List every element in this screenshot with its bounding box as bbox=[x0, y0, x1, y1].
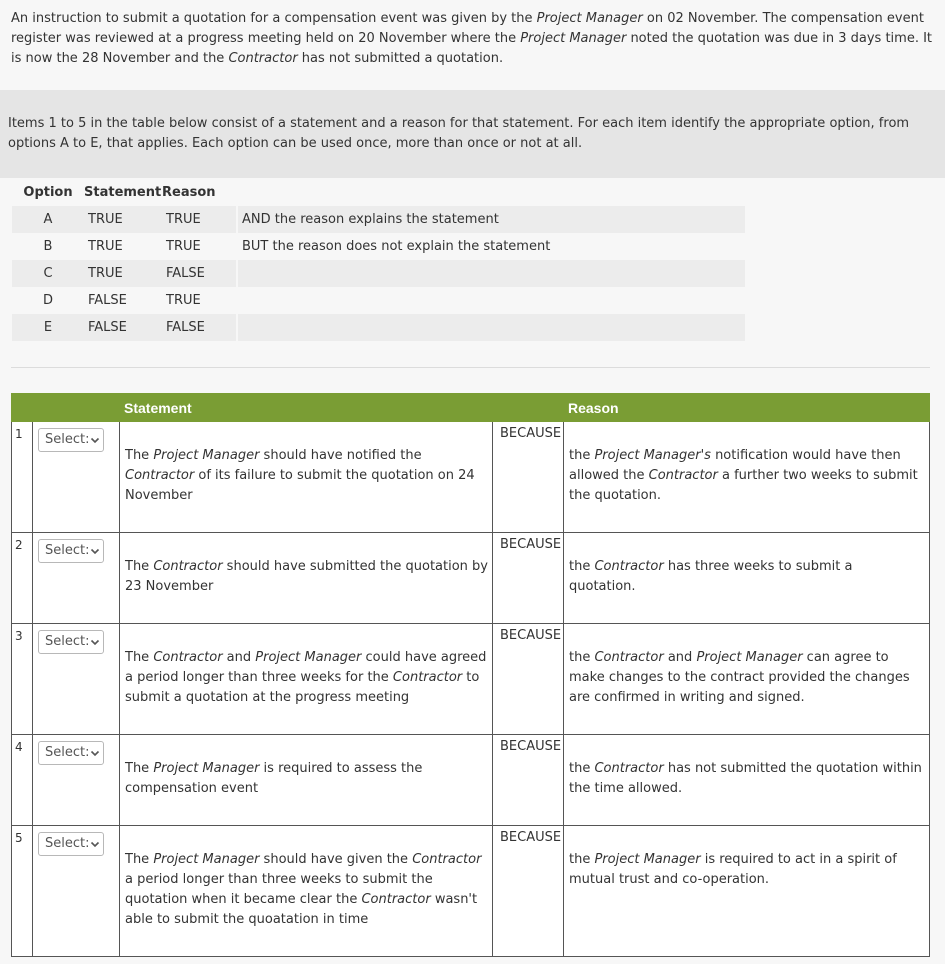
option-reason: TRUE bbox=[162, 233, 237, 260]
reason-cell bbox=[564, 735, 930, 826]
scenario-role: Contractor bbox=[228, 51, 298, 66]
option-statement: TRUE bbox=[84, 260, 162, 287]
option-note bbox=[237, 287, 745, 314]
statement-cell bbox=[120, 735, 493, 826]
scenario-text-part: noted the quotation was due in 3 days time. It is now the 28 November and the bbox=[11, 31, 933, 66]
reason-text: the bbox=[569, 761, 595, 776]
statement-role: Project Manager bbox=[153, 448, 260, 463]
reason-text: has three weeks to submit a quotation. bbox=[569, 559, 853, 594]
select-label: Select: bbox=[45, 745, 90, 760]
option-row-b bbox=[12, 233, 745, 260]
item-number: 5 bbox=[12, 826, 33, 957]
because-label: BECAUSE bbox=[493, 735, 564, 826]
statement-role: Project Manager bbox=[153, 761, 260, 776]
instructions-text: Items 1 to 5 in the table below consist of a statement and a reason for that statement. For each item identify the appropriate option, from options A to E, that applies. Each option can be used once, more than once or not at all. bbox=[8, 116, 910, 151]
option-note: AND the reason explains the statement bbox=[237, 206, 745, 233]
statement-text: a period longer than three weeks to submit the quotation when it became clear the bbox=[125, 872, 433, 907]
statement-text: should have given the bbox=[259, 852, 413, 867]
because-label: BECAUSE bbox=[493, 624, 564, 735]
reason-role: Project Manager bbox=[594, 852, 701, 867]
chevron-down-icon bbox=[90, 546, 100, 556]
statement-role: Contractor bbox=[125, 468, 195, 483]
option-statement: FALSE bbox=[88, 292, 127, 308]
option-statement: TRUE bbox=[84, 206, 162, 233]
header-reason: Reason bbox=[564, 394, 930, 422]
answer-select-4[interactable] bbox=[38, 741, 104, 765]
select-cell bbox=[33, 533, 120, 624]
answer-select-2[interactable] bbox=[38, 539, 104, 563]
options-header-note bbox=[237, 180, 745, 206]
reason-cell bbox=[564, 624, 930, 735]
option-reason: TRUE bbox=[162, 206, 237, 233]
question-row-1 bbox=[12, 422, 930, 533]
answer-select-3[interactable] bbox=[38, 630, 104, 654]
option-letter: D bbox=[42, 292, 53, 308]
statement-text: is required to assess the compensation event bbox=[125, 761, 423, 796]
item-number: 3 bbox=[12, 624, 33, 735]
because-label: BECAUSE bbox=[493, 533, 564, 624]
item-number: 2 bbox=[12, 533, 33, 624]
option-reason: FALSE bbox=[162, 314, 237, 341]
select-label: Select: bbox=[45, 634, 90, 649]
statement-text: to submit a quotation at the progress meeting bbox=[125, 670, 480, 705]
statement-role: Contractor bbox=[361, 892, 431, 907]
question-row-3 bbox=[12, 624, 930, 735]
chevron-down-icon bbox=[90, 839, 100, 849]
scenario-text-part: has not submitted a quotation. bbox=[297, 51, 504, 66]
answer-select-5[interactable] bbox=[38, 832, 104, 856]
option-statement: TRUE bbox=[88, 238, 123, 254]
header-spacer bbox=[493, 394, 564, 422]
options-header-statement: Statement bbox=[84, 185, 162, 200]
reason-text: a further two weeks to submit the quotation. bbox=[569, 468, 918, 503]
statement-role: Contractor bbox=[412, 852, 482, 867]
options-header-option: Option bbox=[23, 185, 73, 200]
select-cell bbox=[33, 735, 120, 826]
question-row-2 bbox=[12, 533, 930, 624]
because-label: BECAUSE bbox=[493, 422, 564, 533]
statement-cell bbox=[120, 533, 493, 624]
statement-text: The bbox=[125, 448, 154, 463]
question-table bbox=[11, 393, 930, 957]
option-reason: FALSE bbox=[162, 260, 237, 287]
options-header-reason: Reason bbox=[162, 185, 216, 200]
item-number: 1 bbox=[12, 422, 33, 533]
statement-text: The bbox=[125, 852, 154, 867]
reason-text: the bbox=[569, 852, 595, 867]
option-row-c bbox=[12, 260, 745, 287]
statement-text: of its failure to submit the quotation on 24 November bbox=[125, 468, 475, 503]
scenario-text-part: on 02 November. The compensation event register was reviewed at a progress meeting held on 20 November where the bbox=[11, 11, 924, 46]
reason-cell bbox=[564, 533, 930, 624]
options-table bbox=[12, 180, 745, 341]
chevron-down-icon bbox=[90, 637, 100, 647]
option-statement: FALSE bbox=[84, 314, 162, 341]
statement-role: Contractor bbox=[392, 670, 463, 685]
reason-cell bbox=[564, 422, 930, 533]
reason-role: Contractor bbox=[594, 650, 664, 665]
statement-text: should have notified the bbox=[259, 448, 422, 463]
statement-role: Project Manager bbox=[255, 650, 362, 665]
statement-cell bbox=[120, 422, 493, 533]
statement-text: wasn't able to submit the quoatation in time bbox=[125, 892, 478, 927]
option-row-d bbox=[12, 287, 745, 314]
reason-text: and bbox=[663, 650, 697, 665]
scenario-role: Project Manager bbox=[536, 11, 643, 26]
option-letter: B bbox=[43, 238, 53, 254]
reason-role: Project Manager bbox=[696, 650, 803, 665]
select-label: Select: bbox=[45, 836, 90, 851]
instructions-panel bbox=[0, 90, 945, 178]
question-row-4 bbox=[12, 735, 930, 826]
select-label: Select: bbox=[45, 432, 90, 447]
reason-text: has not submitted the quotation within the time allowed. bbox=[569, 761, 922, 796]
reason-text: notification would have then allowed the bbox=[569, 448, 901, 483]
select-label: Select: bbox=[45, 543, 90, 558]
statement-cell bbox=[120, 624, 493, 735]
header-statement: Statement bbox=[120, 394, 493, 422]
option-note: BUT the reason does not explain the statement bbox=[242, 238, 551, 254]
option-row-e bbox=[12, 314, 745, 341]
select-cell bbox=[33, 624, 120, 735]
reason-cell bbox=[564, 826, 930, 957]
reason-role: Contractor bbox=[594, 559, 664, 574]
because-label: BECAUSE bbox=[493, 826, 564, 957]
statement-cell bbox=[120, 826, 493, 957]
divider bbox=[11, 367, 930, 368]
statement-text: should have submitted the quotation by 23 November bbox=[125, 559, 488, 594]
option-note bbox=[237, 314, 745, 341]
scenario-text-part: An instruction to submit a quotation for a compensation event was given by the bbox=[11, 11, 537, 26]
scenario-text bbox=[0, 0, 945, 81]
option-row-a bbox=[12, 206, 745, 233]
chevron-down-icon bbox=[90, 435, 100, 445]
statement-text: The bbox=[125, 761, 154, 776]
reason-text: is required to act in a spirit of mutual trust and co-operation. bbox=[569, 852, 897, 887]
option-letter: A bbox=[12, 206, 84, 233]
statement-text: could have agreed a period longer than three weeks for the bbox=[125, 650, 487, 685]
question-row-5 bbox=[12, 826, 930, 957]
statement-role: Project Manager bbox=[153, 852, 260, 867]
statement-role: Contractor bbox=[153, 559, 223, 574]
reason-role: Contractor bbox=[594, 761, 664, 776]
header-spacer bbox=[12, 394, 120, 422]
option-note bbox=[237, 260, 745, 287]
statement-text: The bbox=[125, 559, 154, 574]
statement-text: and bbox=[222, 650, 256, 665]
answer-select-1[interactable] bbox=[38, 428, 104, 452]
reason-text: the bbox=[569, 559, 595, 574]
reason-role: Contractor bbox=[648, 468, 718, 483]
statement-text: The bbox=[125, 650, 154, 665]
select-cell bbox=[33, 422, 120, 533]
item-number: 4 bbox=[12, 735, 33, 826]
reason-text: can agree to make changes to the contract provided the changes are confirmed in writing and signed. bbox=[569, 650, 910, 705]
option-reason: TRUE bbox=[162, 287, 237, 314]
select-cell bbox=[33, 826, 120, 957]
reason-text: the bbox=[569, 650, 595, 665]
option-letter: E bbox=[12, 314, 84, 341]
scenario-role: Project Manager bbox=[520, 31, 627, 46]
reason-text: the bbox=[569, 448, 595, 463]
options-legend bbox=[0, 180, 945, 341]
option-letter: C bbox=[12, 260, 84, 287]
statement-role: Contractor bbox=[153, 650, 223, 665]
chevron-down-icon bbox=[90, 748, 100, 758]
reason-role: Project Manager's bbox=[594, 448, 711, 463]
